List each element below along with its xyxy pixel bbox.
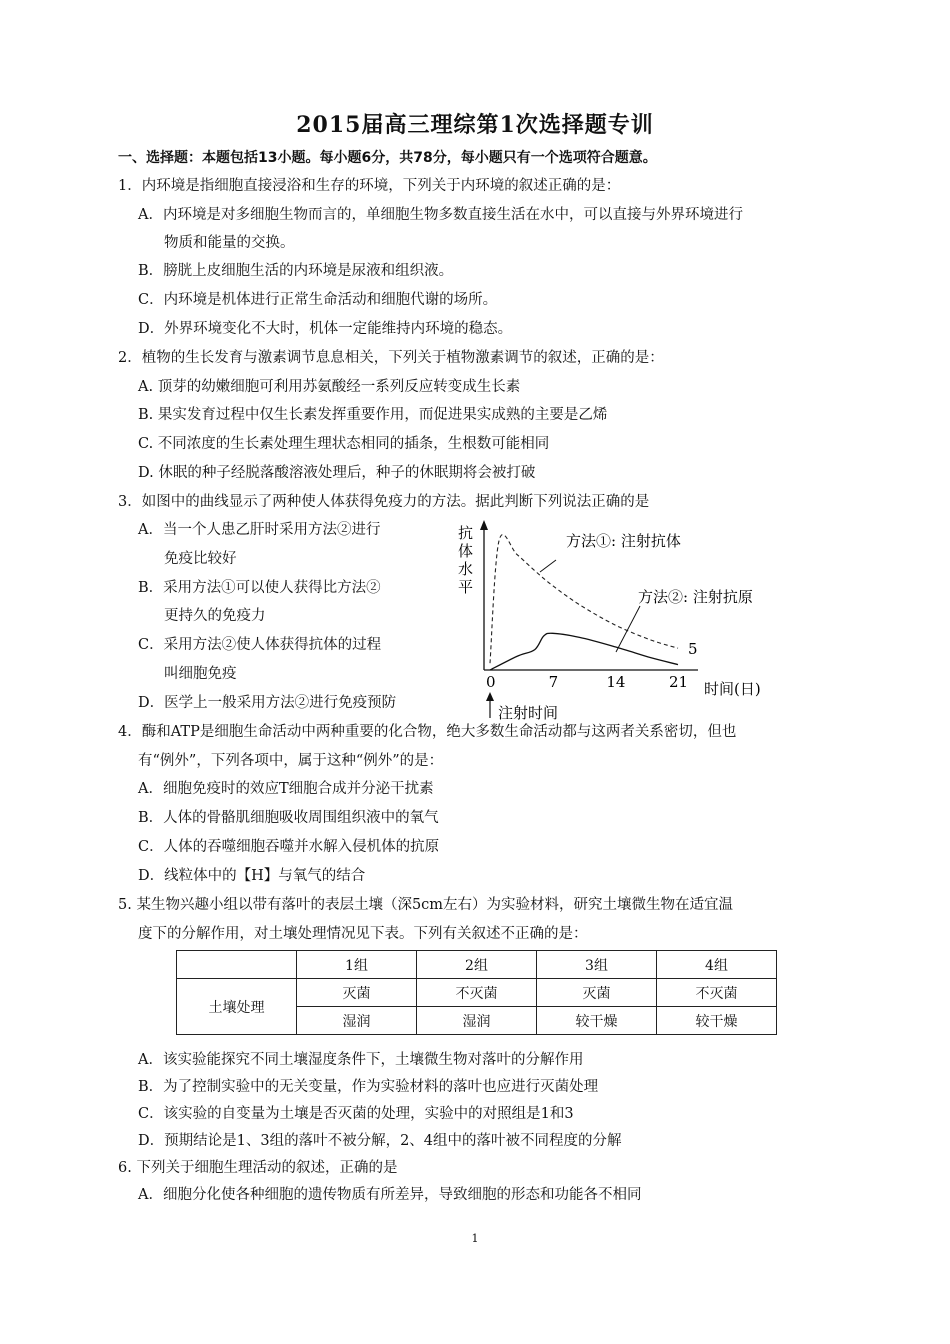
question-1-option-c: C．内环境是机体进行正常生命活动和细胞代谢的场所。 <box>138 292 498 308</box>
series-end-label: 5 <box>688 640 698 658</box>
table-header-cell <box>177 951 297 979</box>
series-2-label: 方法②: 注射抗原 <box>638 588 753 606</box>
table-cell: 较干燥 <box>657 1007 777 1035</box>
table-row-label: 土壤处理 <box>177 979 297 1035</box>
y-axis-arrowhead <box>480 520 488 530</box>
x-tick-label: 21 <box>669 673 689 691</box>
question-4-option-a: A．细胞免疫时的效应T细胞合成并分泌干扰素 <box>138 781 434 797</box>
x-tick-label: 14 <box>606 673 626 691</box>
svg-text:抗: 抗 <box>458 524 474 542</box>
page-number: 1 <box>471 1232 479 1245</box>
question-5-option-c: C．该实验的自变量为土壤是否灭菌的处理，实验中的对照组是1和3 <box>138 1106 574 1122</box>
question-1-stem: 1．内环境是指细胞直接浸浴和生存的环境，下列关于内环境的叙述正确的是： <box>118 178 621 194</box>
question-2-option-a: A. 顶芽的幼嫩细胞可利用苏氨酸经一系列反应转变成生长素 <box>138 379 521 395</box>
table-header-cell: 3组 <box>537 951 657 979</box>
table-cell: 较干燥 <box>537 1007 657 1035</box>
question-4-stem-cont: 有“例外”，下列各项中，属于这种“例外”的是： <box>138 753 444 769</box>
question-3-stem: 3．如图中的曲线显示了两种使人体获得免疫力的方法。据此判断下列说法正确的是 <box>118 494 650 510</box>
antibody-level-chart <box>448 510 788 722</box>
y-axis-label <box>458 524 473 596</box>
series-2-label-leader <box>616 606 640 652</box>
table-row <box>177 979 777 1007</box>
series-line-method-2 <box>490 633 678 670</box>
x-tick-label: 7 <box>548 673 559 691</box>
question-2-option-c: C. 不同浓度的生长素处理生理状态相同的插条，生根数可能相同 <box>138 436 550 452</box>
table-cell: 灭菌 <box>297 979 417 1007</box>
question-3-option-a: A．当一个人患乙肝时采用方法②进行 <box>138 522 381 538</box>
page-title: 2015届高三理综第1次选择题专训 <box>296 112 654 138</box>
question-1-option-b: B．膀胱上皮细胞生活的内环境是尿液和组织液。 <box>138 263 454 279</box>
svg-text:平: 平 <box>458 578 474 596</box>
question-3-option-b: B．采用方法①可以使人获得比方法② <box>138 580 381 596</box>
svg-text:体: 体 <box>458 542 474 560</box>
question-2-option-b: B. 果实发育过程中仅生长素发挥重要作用，而促进果实成熟的主要是乙烯 <box>138 407 608 423</box>
x-axis-label: 时间(日) <box>704 680 761 698</box>
question-5-stem-cont: 度下的分解作用，对土壤处理情况见下表。下列有关叙述不正确的是： <box>138 926 588 942</box>
question-2-option-d: D. 休眠的种子经脱落酸溶液处理后，种子的休眠期将会被打破 <box>138 465 536 481</box>
question-5-option-b: B．为了控制实验中的无关变量，作为实验材料的落叶也应进行灭菌处理 <box>138 1079 599 1095</box>
table-header-cell: 1组 <box>297 951 417 979</box>
table-cell: 湿润 <box>297 1007 417 1035</box>
question-6-option-a: A．细胞分化使各种细胞的遗传物质有所差异，导致细胞的形态和功能各不相同 <box>138 1187 642 1203</box>
table-cell: 不灭菌 <box>657 979 777 1007</box>
table-cell: 湿润 <box>417 1007 537 1035</box>
question-3-option-c-cont: 叫细胞免疫 <box>164 666 237 682</box>
question-3-option-b-cont: 更持久的免疫力 <box>164 608 266 624</box>
table-cell: 灭菌 <box>537 979 657 1007</box>
injection-label: 注射时间 <box>498 704 559 722</box>
question-1-option-a-cont: 物质和能量的交换。 <box>164 235 295 251</box>
injection-arrowhead <box>486 692 494 701</box>
question-5-stem: 5. 某生物兴趣小组以带有落叶的表层土壤（深5cm左右）为实验材料，研究土壤微生物在适宜温 <box>118 897 734 913</box>
question-2-stem: 2．植物的生长发育与激素调节息息相关，下列关于植物激素调节的叙述，正确的是： <box>118 350 664 366</box>
question-1-option-a: A．内环境是对多细胞生物而言的，单细胞生物多数直接生活在水中，可以直接与外界环境进行 <box>138 207 743 223</box>
series-1-label: 方法①: 注射抗体 <box>566 532 681 550</box>
section-heading: 一、选择题：本题包括13小题。每小题6分，共78分，每小题只有一个选项符合题意。 <box>118 150 657 166</box>
svg-text:水: 水 <box>458 560 474 578</box>
question-3-option-d: D．医学上一般采用方法②进行免疫预防 <box>138 695 397 711</box>
soil-treatment-table <box>176 950 777 1035</box>
question-6-stem: 6. 下列关于细胞生理活动的叙述，正确的是 <box>118 1160 398 1176</box>
question-3-option-a-cont: 免疫比较好 <box>164 551 237 567</box>
question-4-stem: 4．酶和ATP是细胞生命活动中两种重要的化合物，绝大多数生命活动都与这两者关系密切，但也 <box>118 724 737 740</box>
question-5-option-a: A．该实验能探究不同土壤湿度条件下，土壤微生物对落叶的分解作用 <box>138 1052 584 1068</box>
question-3-option-c: C．采用方法②使人体获得抗体的过程 <box>138 637 382 653</box>
question-4-option-c: C．人体的吞噬细胞吞噬并水解入侵机体的抗原 <box>138 839 440 855</box>
table-header-cell: 4组 <box>657 951 777 979</box>
table-cell: 不灭菌 <box>417 979 537 1007</box>
question-5-option-d: D．预期结论是1、3组的落叶不被分解，2、4组中的落叶被不同程度的分解 <box>138 1133 622 1149</box>
series-1-label-leader <box>540 560 556 572</box>
question-4-option-b: B．人体的骨骼肌细胞吸收周围组织液中的氧气 <box>138 810 439 826</box>
table-header-row <box>177 951 777 979</box>
table-header-cell: 2组 <box>417 951 537 979</box>
question-4-option-d: D．线粒体中的【H】与氧气的结合 <box>138 868 366 884</box>
question-1-option-d: D．外界环境变化不大时，机体一定能维持内环境的稳态。 <box>138 321 513 337</box>
x-tick-label: 0 <box>486 673 496 691</box>
